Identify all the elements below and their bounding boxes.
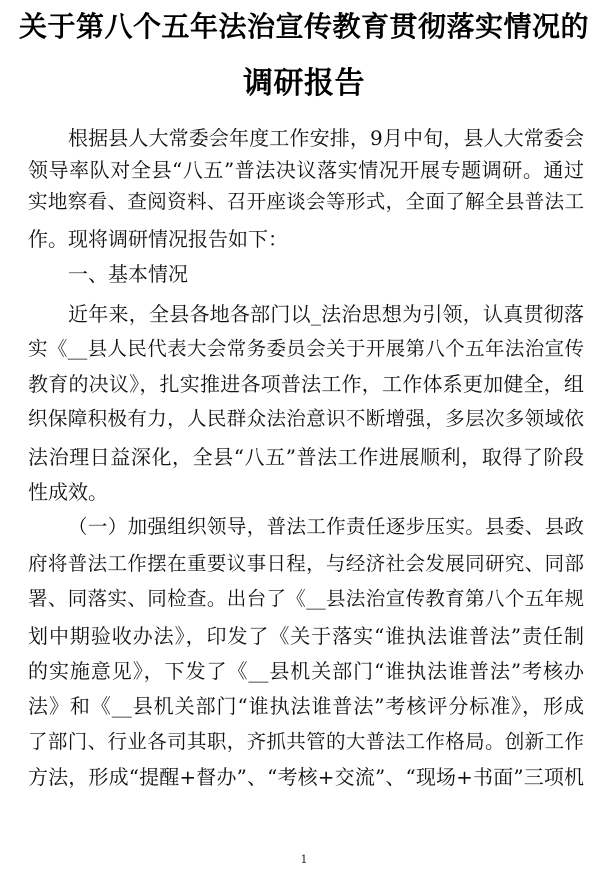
body-line: 方法，形成“提醒+督办”、“考核+交流”、“现场+书面”三项机: [28, 765, 584, 789]
body-line: 法》和《__县机关部门“谁执法谁普法”考核评分标准》，形成: [28, 694, 584, 718]
body-line: 了部门、行业各司其职，齐抓共管的大普法工作格局。创新工作: [28, 730, 584, 753]
document-title-line-1: 关于第八个五年法治宣传教育贯彻落实情况的: [18, 10, 589, 43]
page-number: 1: [300, 853, 308, 866]
body-line: 实地察看、查阅资料、召开座谈会等形式，全面了解全县普法工: [28, 190, 584, 213]
body-line: 作。现将调研情况报告如下：: [28, 227, 288, 251]
body-line: 府将普法工作摆在重要议事日程，与经济社会发展同研究、同部: [28, 552, 584, 575]
body-line: 的实施意见》，下发了《__县机关部门“谁执法谁普法”考核办: [28, 659, 584, 683]
body-line: 织保障积极有力，人民群众法治意识不断增强，多层次多领域依: [28, 407, 584, 430]
body-line: 实《__县人民代表大会常务委员会关于开展第八个五年法治宣传: [28, 337, 584, 360]
body-line: 根据县人大常委会年度工作安排，9月中旬，县人大常委会: [68, 126, 584, 150]
body-line: 法治理日益深化，全县“八五”普法工作进展顺利，取得了阶段: [28, 445, 584, 469]
body-line: 划中期验收办法》，印发了《关于落实“谁执法谁普法”责任制: [28, 624, 584, 648]
body-line: 性成效。: [28, 480, 108, 504]
subsection-line: （一）加强组织领导，普法工作责任逐步压实。县委、县政: [68, 515, 584, 538]
body-line: 领导率队对全县“八五”普法决议落实情况开展专题调研。通过: [28, 158, 584, 182]
document-title-line-2: 调研报告: [243, 66, 365, 101]
body-line: 署、同落实、同检查。出台了《__县法治宣传教育第八个五年规: [28, 587, 584, 610]
body-line: 近年来，全县各地各部门以_法治思想为引领，认真贯彻落: [68, 302, 584, 326]
section-heading: 一、基本情况: [68, 262, 188, 286]
body-line: 教育的决议》，扎实推进各项普法工作，工作体系更加健全，组: [28, 372, 584, 396]
